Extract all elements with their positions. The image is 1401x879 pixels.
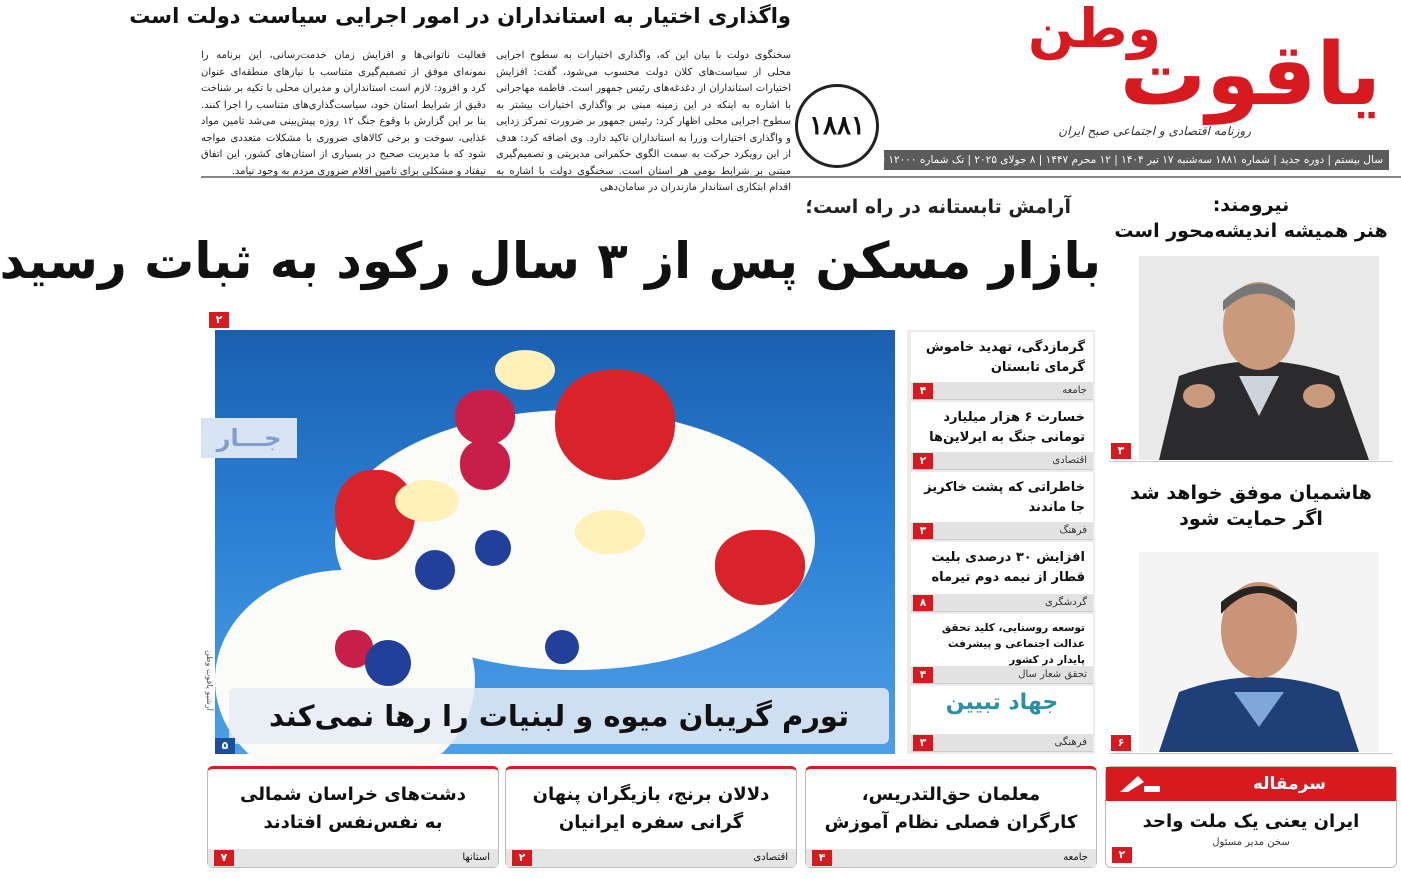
section-label: تحقق شعار سال — [1018, 669, 1087, 680]
box-title-line-1: دلالان برنج، بازیگران پنهان — [532, 784, 770, 805]
page-badge: ۴ — [913, 667, 933, 683]
strawberry — [555, 370, 675, 480]
section-label: اقتصادی — [1052, 455, 1087, 466]
hero-page-badge: ۵ — [215, 738, 235, 754]
section-label: جامعه — [1063, 852, 1088, 863]
interview-item[interactable] — [1109, 186, 1393, 462]
page-badge: ۷ — [214, 850, 234, 866]
bottom-news-box[interactable] — [505, 766, 797, 868]
interview-title-line-2: اگر حمایت شود — [1179, 508, 1323, 530]
blueberry — [365, 640, 411, 686]
side-news-title: خاطراتی که پشت خاکریز جا ماندند — [924, 480, 1085, 515]
side-news-item[interactable] — [911, 542, 1093, 612]
section-label: جامعه — [1062, 385, 1087, 396]
interview-title-line-1: نیرومند: — [1212, 194, 1290, 216]
side-news-title: گرمازدگی، تهدید خاموش گرمای تابستان — [925, 340, 1085, 375]
blueberry — [415, 550, 455, 590]
calligraphy-title: جهاد تبیین — [945, 690, 1059, 715]
portrait-illustration — [1139, 256, 1379, 460]
side-news-column — [907, 330, 1095, 754]
box-footer — [806, 849, 1096, 867]
page-badge: ۶ — [1111, 735, 1131, 751]
blueberry — [475, 530, 511, 566]
page-badge: ۲ — [913, 453, 933, 469]
side-news-footer — [911, 666, 1093, 683]
box-footer — [506, 849, 796, 867]
section-label: فرهنگی — [1054, 737, 1087, 748]
side-news-title: خسارت ۶ هزار میلیارد تومانی جنگ به ایرلاین‌ها — [929, 410, 1085, 445]
masthead — [860, 0, 1401, 172]
portrait-photo — [1139, 256, 1379, 460]
logo-main: یاقوت — [1119, 25, 1381, 125]
top-story — [129, 0, 791, 193]
top-story-column-1: سخنگوی دولت با بیان این که، واگذاری اختیارات به سطوح اجرایی محلی از سیاست‌های کلان دولت محسوب می‌شود، گفت: افزایش اختیارات استانداران از دغدغه‌های رئیس جمهور است. فاطمه مهاجرانی با اشاره به اینکه در این زمینه مبنی بر واگذاری اختیارات بیشتر به سطوح اجرایی محلی اظهار کرد: رئیس جمهور بر ضرورت تمرکز زدایی و واگذاری اختیارات وزرا به استانداران تاکید دارد. وی اضافه کرد: هدف از این رویکرد حرکت به سمت الگوی حکمرانی مدیریتی و تصمیم‌گیری مبتنی بر شرایط بومی هر استان است. سخنگوی دولت با اشاره به اقدام ابتکاری استاندار مازندران در سامان‌دهی — [496, 50, 791, 193]
side-news-item[interactable] — [911, 686, 1093, 752]
page-badge: ۸ — [913, 595, 933, 611]
section-label: گردشگری — [1045, 597, 1087, 608]
dateline: سال بیستم | دوره جدید | شماره ۱۸۸۱ سه‌شنبه ۱۷ تیر ۱۴۰۴ | ۱۲ محرم ۱۴۴۷ | ۸ جولای ۲۰۲۵ | تک شماره ۱۲۰۰۰ تومان — [884, 150, 1389, 170]
interview-title-line-2: هنر همیشه اندیشه‌محور است — [1114, 220, 1388, 242]
issue-number-circle: ۱۸۸۱ — [795, 84, 879, 168]
main-headline-page-badge: ۲ — [209, 312, 229, 328]
box-title-line-1: دشت‌های خراسان شمالی — [240, 784, 466, 805]
side-news-footer — [911, 522, 1093, 539]
raspberry — [455, 390, 515, 445]
bottom-news-box[interactable] — [207, 766, 499, 868]
interview-item[interactable] — [1109, 468, 1393, 754]
side-news-item[interactable] — [911, 614, 1093, 684]
side-news-footer — [911, 734, 1093, 751]
editorial-box[interactable] — [1105, 766, 1397, 868]
banana-slice — [575, 510, 645, 554]
box-title-line-1: معلمان حق‌التدریس، — [861, 784, 1041, 805]
jar-tag: جـــار — [201, 418, 297, 458]
side-news-footer — [911, 382, 1093, 399]
logo-sub: وطن — [1027, 0, 1161, 60]
interview-title-line-1: هاشمیان موفق خواهد شد — [1130, 482, 1372, 504]
side-news-item[interactable] — [911, 402, 1093, 470]
section-label: اقتصادی — [753, 852, 788, 863]
side-news-item[interactable] — [911, 472, 1093, 540]
page-badge: ۴ — [913, 383, 933, 399]
side-news-title: توسعه روستایی، کلید تحقق عدالت اجتماعی و پیشرفت پایدار در کشور — [941, 622, 1085, 666]
milk-splash — [215, 570, 475, 790]
page-badge: ۲ — [512, 850, 532, 866]
page-badge: ۲ — [1112, 847, 1132, 863]
side-news-footer — [911, 594, 1093, 611]
banana-slice — [395, 480, 459, 522]
box-title-line-2: کارگران فصلی نظام آموزش — [824, 812, 1078, 833]
box-title-line-2: به نفس‌نفس افتادند — [263, 812, 443, 833]
main-kicker: آرامش تابستانه در راه است؛ — [805, 196, 1071, 218]
page-badge: ۳ — [913, 523, 933, 539]
editorial-title: ایران یعنی یک ملت واحد — [1142, 811, 1360, 832]
box-footer — [208, 849, 498, 867]
blueberry — [545, 630, 579, 664]
side-news-footer — [911, 452, 1093, 469]
portrait-photo — [1139, 552, 1379, 752]
hero-image[interactable] — [215, 330, 895, 754]
strawberry — [715, 530, 805, 605]
page-badge: ۴ — [812, 850, 832, 866]
editorial-label: سرمقاله — [1252, 774, 1326, 794]
top-story-column-2: فعالیت ناتوانی‌ها و افزایش زمان خدمت‌رسانی، این برنامه را نمونه‌ای موفق از تصمیم‌گیری متناسب با نیازهای منطقه‌ای عنوان کرد و افزود: لازم است استانداران و مدیران محلی با تکیه بر شناخت دقیق از شرایط استان خود، سیاست‌گذاری‌های متناسب را اجرا کنند. بنا بر این گزارش با وقوع جنگ ۱۲ روزه پیش‌بینی می‌شد تامین مواد غذایی، سوخت و برخی کالاهای ضروری با مشکلات متعددی مواجه شود که با مدیریت صحیح در بسیاری از استان‌های کشور، این اتفاق نیفتاد و مشکلی برای تامین اقلام ضروری مردم به وجود نیامد. — [201, 50, 487, 177]
side-news-item[interactable] — [911, 332, 1093, 400]
photo-credit: آرشیو یاقوت وطن — [205, 650, 214, 711]
hero-caption[interactable]: تورم گریبان میوه و لبنیات را رها نمی‌کند — [229, 688, 889, 744]
section-label: استانها — [462, 852, 490, 863]
bottom-news-box[interactable] — [805, 766, 1097, 868]
page-badge: ۳ — [913, 735, 933, 751]
divider — [201, 176, 1401, 178]
raspberry — [460, 440, 510, 490]
portrait-illustration — [1139, 552, 1379, 752]
editorial-header — [1106, 767, 1396, 801]
top-story-headline[interactable]: واگذاری اختیار به استانداران در امور اجرایی سیاست دولت است — [129, 4, 791, 28]
pen-icon — [1118, 774, 1162, 794]
tagline: روزنامه اقتصادی و اجتماعی صبح ایران — [1058, 124, 1251, 138]
side-news-title: افزایش ۳۰ درصدی بلیت قطار از نیمه دوم تیرماه — [931, 550, 1085, 585]
banana-slice — [495, 350, 555, 390]
section-label: فرهنگ — [1059, 525, 1087, 536]
page-badge: ۳ — [1111, 443, 1131, 459]
main-headline[interactable]: بازار مسکن پس از ۳ سال رکود به ثبات رسید — [0, 232, 1101, 290]
editorial-author: سخن مدیر مسئول — [1212, 837, 1290, 848]
box-title-line-2: گرانی سفره ایرانیان — [558, 812, 744, 833]
